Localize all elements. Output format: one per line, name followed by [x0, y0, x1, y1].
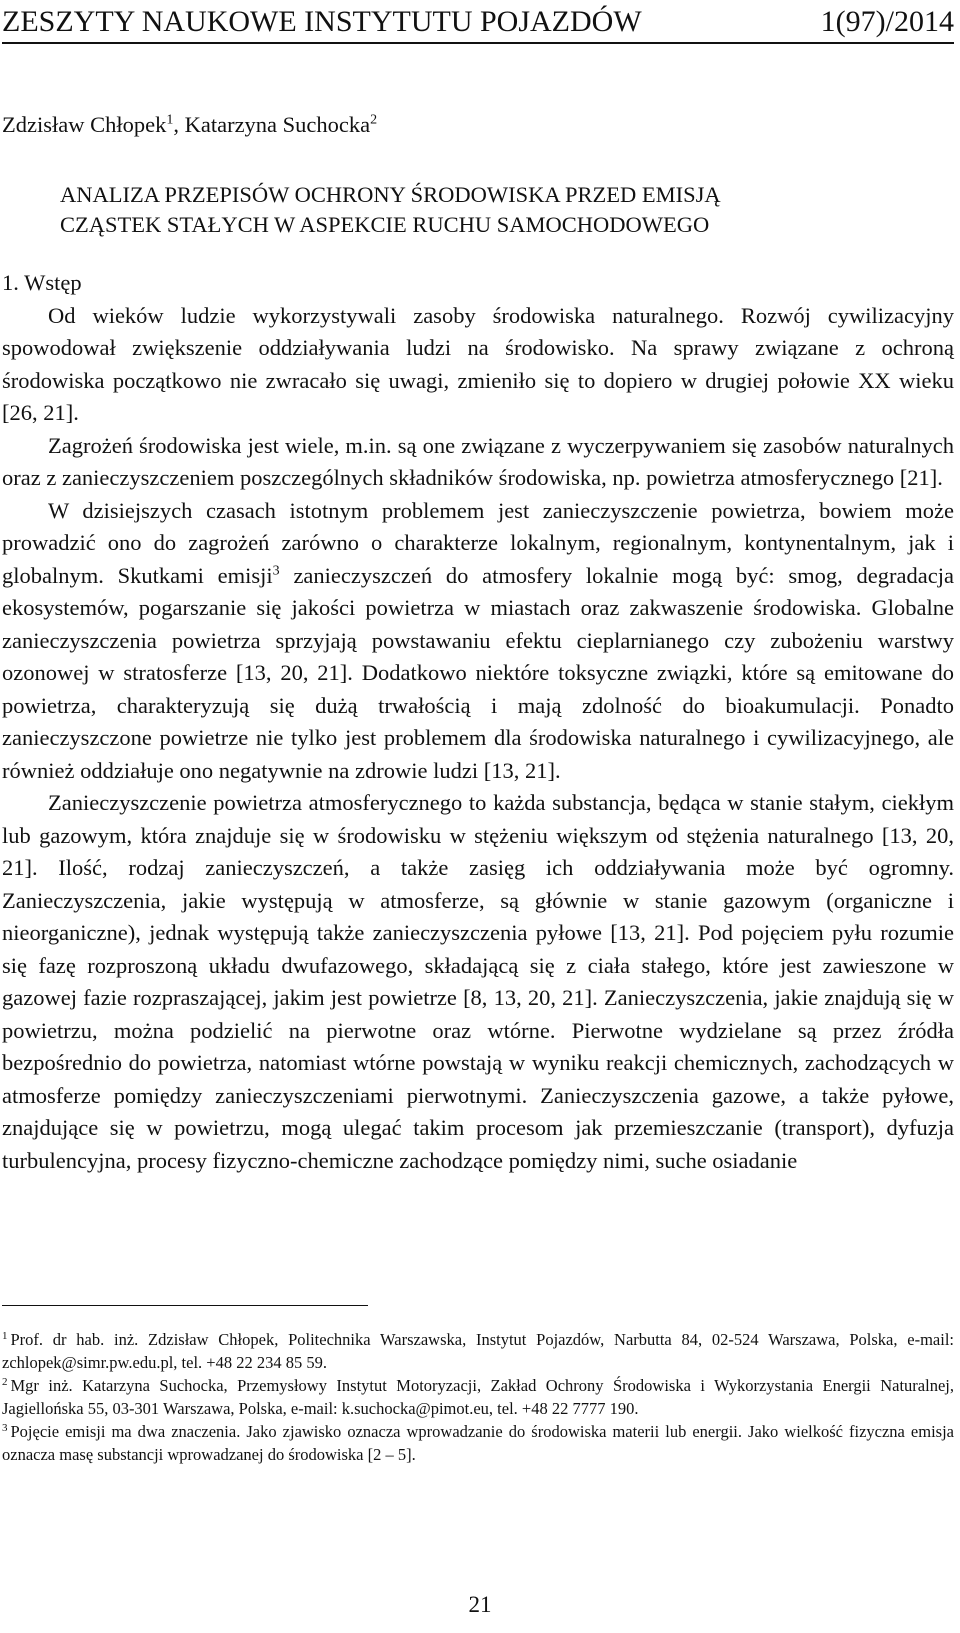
author-1-footnote-mark[interactable]: 1: [166, 112, 174, 128]
footnote-3: [2, 1420, 954, 1466]
paragraph-4: Zanieczyszczenie powietrza atmosferycznego to każda substancja, będąca w stanie stałym, ciekłym lub gazowym, która znajduje się w środowisku w stężeniu większym od stężenia naturalnego [13, 20, 21]. Ilość, rodzaj zanieczyszczeń, a także zasięg ich oddziaływania może być ogromny. Zanieczyszczenia, jakie występują w atmosferze, są głównie w stanie gazowym (organiczne i nieorganiczne), jednak występują także zanieczyszczenia pyłowe [13, 21]. Pod pojęciem pyłu rozumie się fazę rozproszoną układu dwufazowego, składającą się z ciała stałego, które jest zawieszone w gazowej fazie rozpraszającej, jakim jest powietrze [8, 13, 20, 21]. Zanieczyszczenia, jakie znajdują się w powietrzu, można podzielić na pierwotne oraz wtórne. Pierwotne wydzielane są przez źródła bezpośrednio do powietrza, natomiast wtórne powstają w wyniku reakcji chemicznych, zachodzących w atmosferze pomiędzy zanieczyszczeniami pierwotnymi. Zanieczyszczenia gazowe, a także pyłowe, znajdujące się w powietrzu, mogą ulegać takim procesom jak przemieszczanie (transport), dyfuzja turbulencyjna, procesy fizyczno-chemiczne zachodzące pomiędzy nimi, suche osiadanie: [2, 790, 954, 1173]
paragraph-1: Od wieków ludzie wykorzystywali zasoby środowiska naturalnego. Rozwój cywilizacyjny spowodował zwiększenie oddziaływania ludzi na środowisko. Na sprawy związane z ochroną środowiska początkowo nie zwracało się uwagi, zmieniło się to dopiero w drugiej połowie XX wieku [26, 21].: [2, 302, 954, 425]
footnote-3-mark[interactable]: 3: [272, 563, 280, 578]
author-separator: ,: [173, 112, 185, 137]
footnote-1-mark: 1: [2, 1329, 8, 1342]
author-1: Zdzisław Chłopek: [2, 112, 167, 137]
issue-number: 1(97)/2014: [820, 5, 954, 38]
page-number: 21: [468, 1592, 492, 1617]
article-title: [60, 180, 721, 240]
title-line-2: CZĄSTEK STAŁYCH W ASPEKCIE RUCHU SAMOCHODOWEGO: [60, 212, 710, 237]
footnote-1-text: Prof. dr hab. inż. Zdzisław Chłopek, Politechnika Warszawska, Instytut Pojazdów, Narbutta 84, 02-524 Warszawa, Polska, e-mail: zchlopek@simr.pw.edu.pl, tel. +48 22 234 85 59.: [2, 1330, 954, 1372]
author-2-footnote-mark[interactable]: 2: [370, 112, 378, 128]
paragraph-3-part-2: zanieczyszczeń do atmosfery lokalnie mogą być: smog, degradacja ekosystemów, pogarszanie się jakości powietrza w miastach oraz zakwaszenie środowiska. Globalne zanieczyszczenia powietrza sprzyjają powstawaniu efektu cieplarnianego czy zubożeniu warstwy ozonowej w stratosferze [13, 20, 21]. Dodatkowo niektóre toksyczne związki, które są emitowane do powietrza, charakteryzują się dużą trwałością i mają zdolność do bioakumulacji. Ponadto zanieczyszczone powietrze nie tylko jest problemem dla środowiska naturalnego i cywilizacyjnego, ale również oddziałuje ono negatywnie na zdrowie ludzi [13, 21].: [2, 562, 954, 783]
author-2: Katarzyna Suchocka: [184, 112, 371, 137]
journal-name: ZESZYTY NAUKOWE INSTYTUTU POJAZDÓW: [2, 5, 642, 38]
running-header: [2, 2, 954, 44]
footnote-3-note-mark: 3: [2, 1421, 8, 1434]
paragraph-2: Zagrożeń środowiska jest wiele, m.in. są one związane z wyczerpywaniem się zasobów naturalnych oraz z zanieczyszczeniem poszczególnych składników środowiska, np. powietrza atmosferycznego [21].: [2, 432, 954, 490]
authors-line: [2, 110, 377, 140]
paragraph-3: [2, 495, 954, 788]
footnote-1: [2, 1328, 954, 1374]
footnote-3-text: Pojęcie emisji ma dwa znaczenia. Jako zjawisko oznacza wprowadzanie do środowiska materii lub energii. Jako wielkość fizyczna emisja oznacza masę substancji wprowadzanej do środowiska [2 – 5].: [2, 1422, 954, 1464]
title-line-1: ANALIZA PRZEPISÓW OCHRONY ŚRODOWISKA PRZED EMISJĄ: [60, 182, 721, 207]
article-body: [2, 267, 954, 1177]
footnotes: [2, 1328, 954, 1466]
section-heading: 1. Wstęp: [2, 270, 82, 295]
footnote-2: [2, 1374, 954, 1420]
footnote-separator: [2, 1305, 368, 1306]
footnote-2-text: Mgr inż. Katarzyna Suchocka, Przemysłowy Instytut Motoryzacji, Zakład Ochrony Środowiska i Wykorzystania Energii Naturalnej, Jagiellońska 55, 03-301 Warszawa, Polska, e-mail: k.suchocka@pimot.eu, tel. +48 22 7777 190.: [2, 1376, 954, 1418]
footnote-2-mark: 2: [2, 1375, 8, 1388]
paragraph-3-part-1: W dzisiejszych czasach istotnym problemem jest zanieczyszczenie powietrza, bowiem może prowadzić ono do zagrożeń zarówno o charakterze lokalnym, regionalnym, kontynentalnym, jak i globalnym. Skutkami emisji: [2, 497, 954, 588]
